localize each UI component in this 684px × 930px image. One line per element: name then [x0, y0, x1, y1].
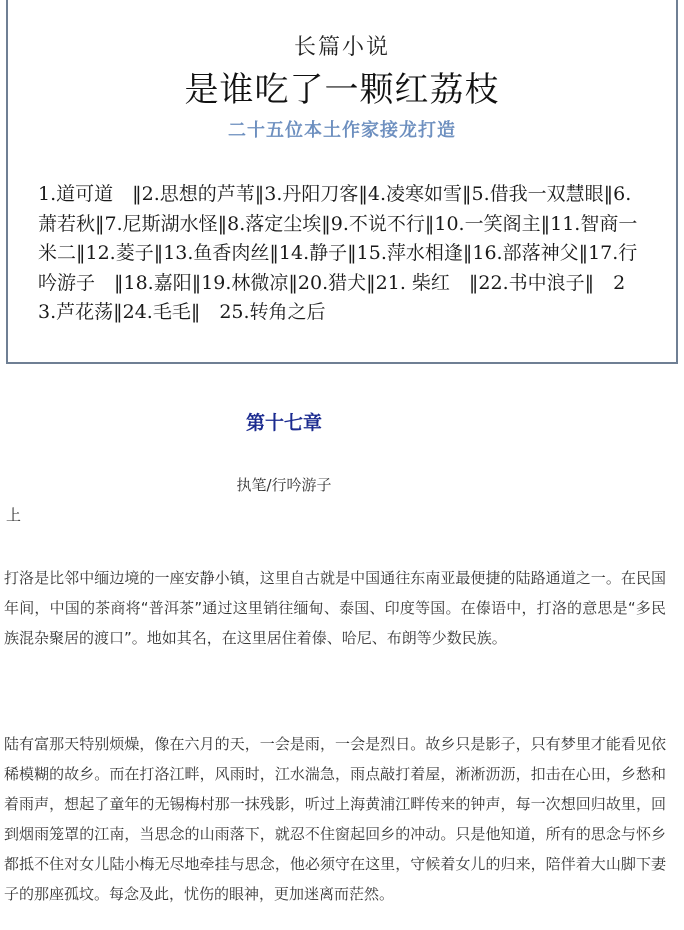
chapter-title: 第十七章 — [245, 412, 322, 434]
authors-list: 1.道可道 ‖2.思想的芦苇‖3.丹阳刀客‖4.凌寒如雪‖5.借我一双慧眼‖6.萧若秋‖7.尼斯湖水怪‖8.落定尘埃‖9.不说不行‖10.一笑阁主‖11.智商一米二‖12.菱子‖13.鱼香肉丝‖14.静子‖15.萍水相逢‖16.部落神父‖17.行吟游子 ‖18.嘉阳‖19.林微凉‖20.猎犬‖21. 柴红 ‖22.书中浪子‖ 23.芦花荡‖24.毛毛‖ 25.转角之后 — [38, 183, 638, 323]
paragraph-1: 打洛是比邻中缅边境的一座安静小镇，这里自古就是中国通往东南亚最便捷的陆路通道之一。在民国年间，中国的茶商将“普洱茶”通过这里销往缅甸、泰国、印度等国。在傣语中，打洛的意思是“多民族混杂聚居的渡口”。地如其名，在这里居住着傣、哈尼、布朗等少数民族。 — [4, 569, 666, 647]
part-label: 上 — [6, 506, 22, 524]
header-box — [6, 0, 678, 364]
author-byline: 执笔/行吟游子 — [236, 476, 332, 494]
novel-title: 是谁吃了一颗红荔枝 — [184, 70, 500, 110]
paragraph-2: 陆有富那天特别烦燥，像在六月的天，一会是雨，一会是烈日。故乡只是影子，只有梦里才能看见依稀模糊的故乡。而在打洛江畔，风雨时，江水湍急，雨点敲打着屋，淅淅沥沥，扣击在心田，乡愁和着雨声，想起了童年的无锡梅村那一抹残影，听过上海黄浦江畔传来的钟声，每一次想回归故里，回到烟雨笼罩的江南，当思念的山雨落下，就忍不住窗起回乡的冲动。只是他知道，所有的思念与怀乡都抵不住对女儿陆小梅无尽地牵挂与思念，他必须守在这里，守候着女儿的归来，陪伴着大山脚下妻子的那座孤坟。每念及此，忧伤的眼神，更加迷离而茫然。 — [4, 735, 666, 903]
novel-subtitle: 二十五位本土作家接龙打造 — [228, 120, 456, 141]
genre-label: 长篇小说 — [293, 35, 390, 60]
